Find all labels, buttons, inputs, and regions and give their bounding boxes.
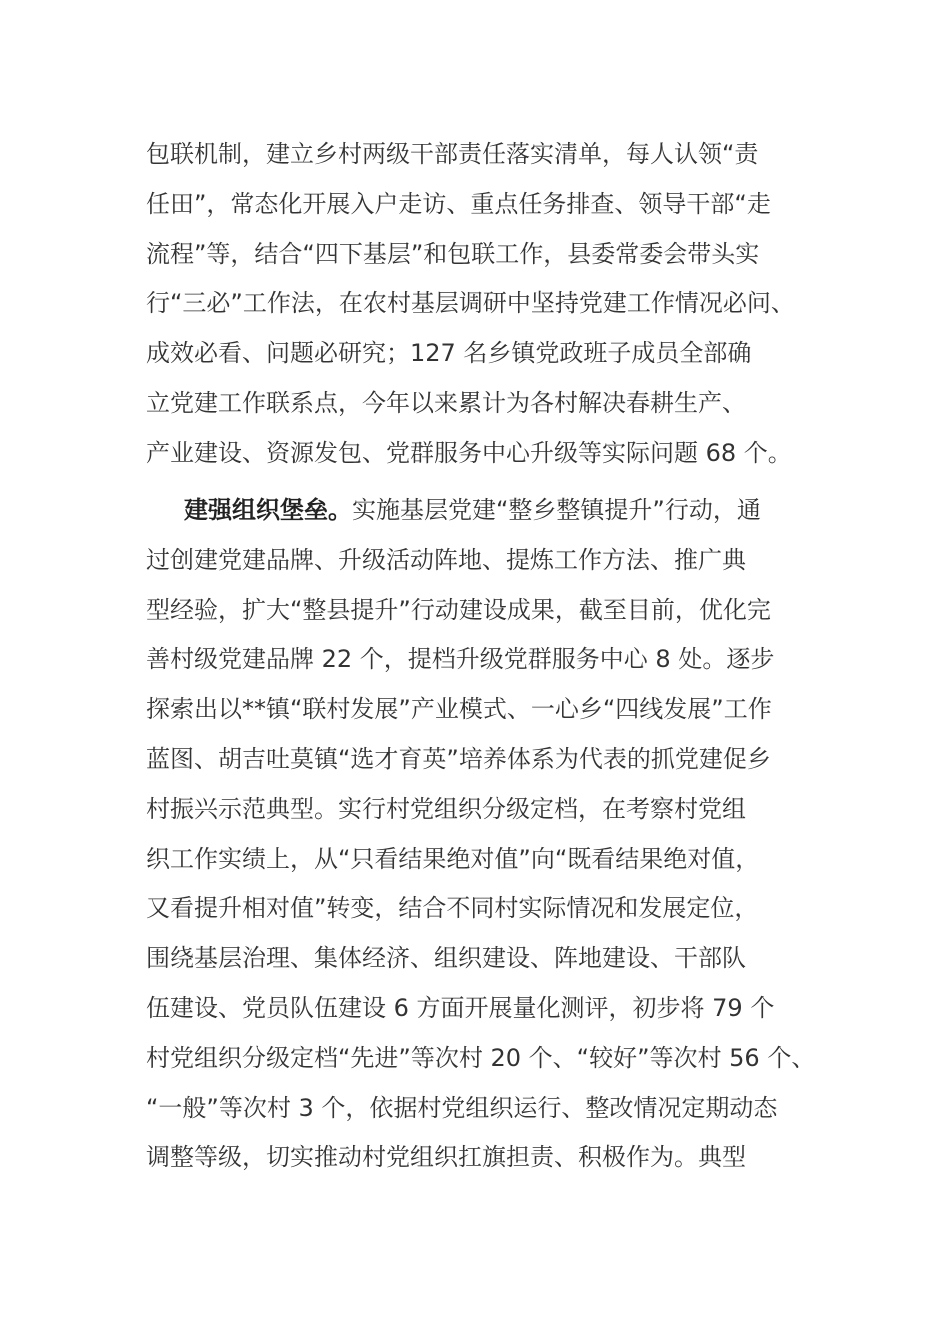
paragraph-line: 成效必看、问题必研究；127 名乡镇党政班子成员全部确 <box>146 339 752 368</box>
paragraph-line: 蓝图、胡吉吐莫镇“选才育英”培养体系为代表的抓党建促乡 <box>146 744 771 773</box>
paragraph-line: 过创建党建品牌、升级活动阵地、提炼工作方法、推广典 <box>146 545 746 574</box>
paragraph-line-rest: 实施基层党建“整乡整镇提升”行动，通 <box>352 496 761 524</box>
paragraph-1 <box>146 130 826 479</box>
paragraph-line: 探索出以**镇“联村发展”产业模式、一心乡“四线发展”工作 <box>146 695 772 724</box>
paragraph-line: 织工作实绩上，从“只看结果绝对值”向“既看结果绝对值， <box>146 844 760 873</box>
paragraph-line: 产业建设、资源发包、党群服务中心升级等实际问题 68 个。 <box>146 438 792 467</box>
paragraph-first-line <box>146 486 826 536</box>
section-heading: 建强组织堡垒。 <box>184 496 352 524</box>
paragraph-line: 任田”，常态化开展入户走访、重点任务排查、领导干部“走 <box>146 189 771 218</box>
paragraph-line: 村振兴示范典型。实行村党组织分级定档，在考察村党组 <box>146 794 746 823</box>
paragraph-line: 又看提升相对值”转变，结合不同村实际情况和发展定位， <box>146 894 759 923</box>
paragraph-line: 立党建工作联系点，今年以来累计为各村解决春耕生产、 <box>146 388 746 417</box>
paragraph-line: 流程”等，结合“四下基层”和包联工作，县委常委会带头实 <box>146 239 760 268</box>
paragraph-line: 行“三必”工作法，在农村基层调研中坚持党建工作情况必问、 <box>146 289 795 318</box>
paragraph-line: “一般”等次村 3 个，依据村党组织运行、整改情况定期动态 <box>146 1093 778 1122</box>
paragraph-line: 包联机制，建立乡村两级干部责任落实清单，每人认领“责 <box>146 140 759 168</box>
paragraph-line: 型经验，扩大“整县提升”行动建设成果，截至目前，优化完 <box>146 595 771 624</box>
paragraph-2 <box>146 486 826 1183</box>
paragraph-line: 伍建设、党员队伍建设 6 方面开展量化测评，初步将 79 个 <box>146 993 775 1022</box>
paragraph-line: 善村级党建品牌 22 个，提档升级党群服务中心 8 处。逐步 <box>146 645 775 674</box>
paragraph-line: 村党组织分级定档“先进”等次村 20 个、“较好”等次村 56 个、 <box>146 1043 816 1072</box>
paragraph-line: 围绕基层治理、集体经济、组织建设、阵地建设、干部队 <box>146 944 746 973</box>
paragraph-line: 调整等级，切实推动村党组织扛旗担责、积极作为。典型 <box>146 1143 746 1172</box>
